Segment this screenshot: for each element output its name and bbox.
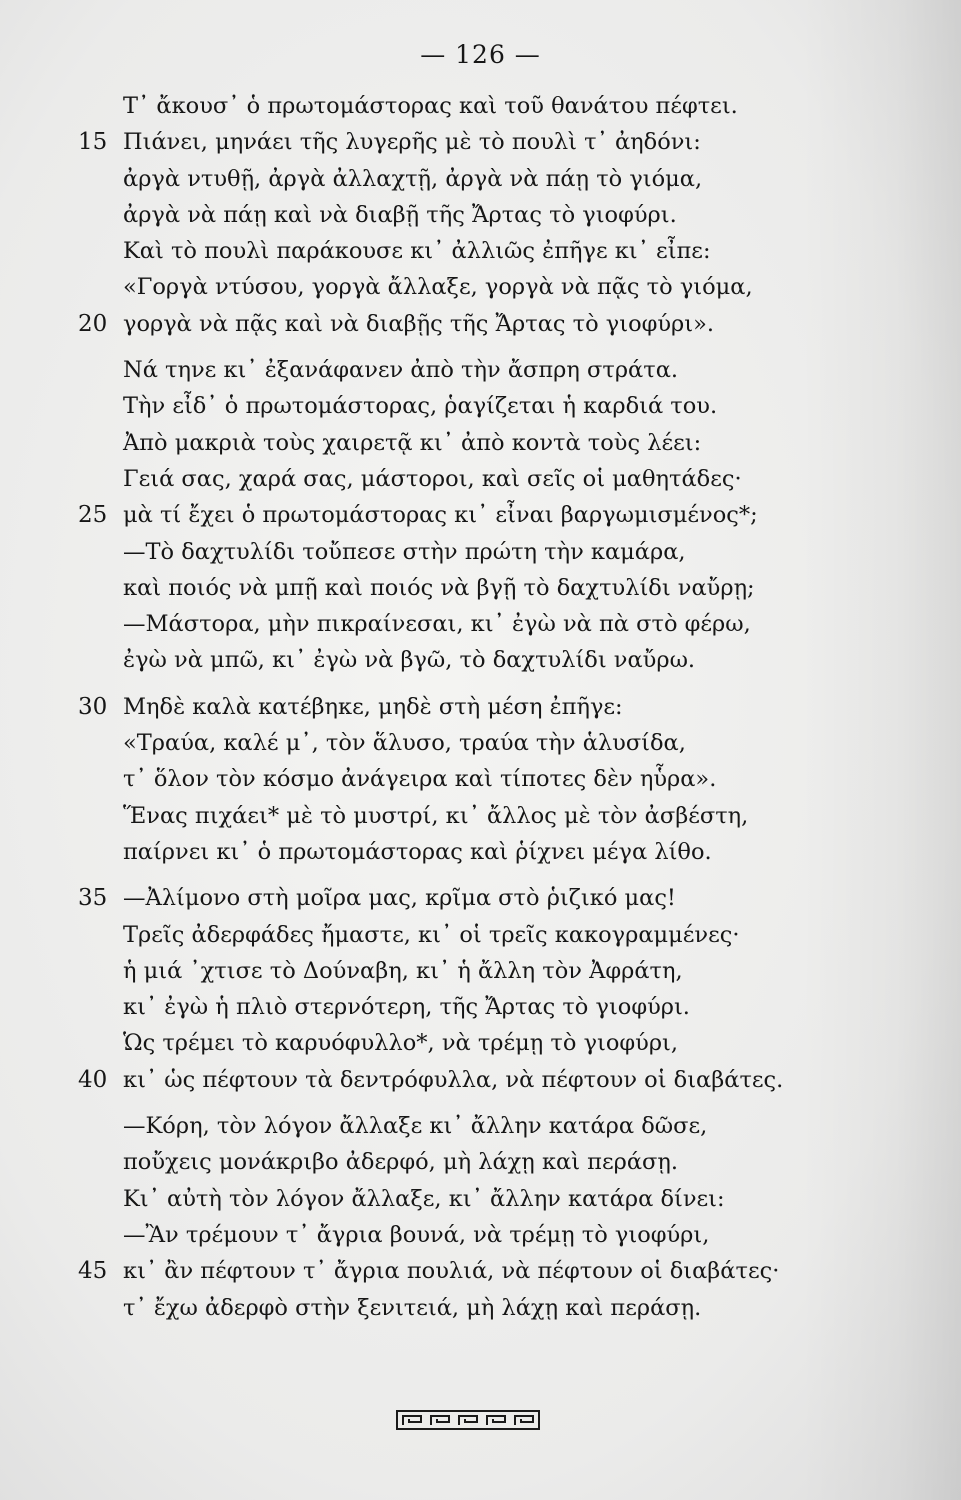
poem-line bbox=[0, 880, 961, 916]
page-number: — 126 — bbox=[420, 40, 541, 69]
poem-line bbox=[0, 461, 961, 497]
line-text: Ἀπὸ μακριὰ τοὺς χαιρετᾷ κι᾽ ἀπὸ κοντὰ τοὺς λέει: bbox=[123, 429, 702, 456]
poem-line bbox=[0, 306, 961, 342]
line-text: Τρεῖς ἀδερφάδες ἤμαστε, κι᾽ οἱ τρεῖς κακογραμμένες· bbox=[123, 921, 740, 948]
line-text: Τὴν εἶδ᾽ ὁ πρωτομάστορας, ῥαγίζεται ἡ καρδιά του. bbox=[123, 393, 718, 420]
poem-line bbox=[0, 989, 961, 1025]
line-text: Πιάνει, μηνάει τῆς λυγερῆς μὲ τὸ πουλὶ τ᾽ ἀηδόνι: bbox=[123, 129, 701, 156]
line-text: —Κόρη, τὸν λόγον ἄλλαξε κι᾽ ἄλλην κατάρα δῶσε, bbox=[123, 1113, 708, 1140]
poem-line bbox=[0, 642, 961, 678]
line-text: Νά τηνε κι᾽ ἐξανάφανεν ἀπὸ τὴν ἄσπρη στράτα. bbox=[123, 357, 679, 384]
line-text: Κι᾽ αὐτὴ τὸν λόγον ἄλλαξε, κι᾽ ἄλλην κατάρα δίνει: bbox=[123, 1185, 725, 1212]
poem-line bbox=[0, 161, 961, 197]
line-text: ἀργὰ νὰ πάῃ καὶ νὰ διαβῇ τῆς Ἄρτας τὸ γιοφύρι. bbox=[123, 201, 677, 228]
poem-line bbox=[0, 1025, 961, 1061]
line-text: τ᾽ ἔχω ἀδερφὸ στὴν ξενιτειά, μὴ λάχῃ καὶ περάσῃ. bbox=[123, 1294, 702, 1321]
line-text: τ᾽ ὅλον τὸν κόσμο ἀνάγειρα καὶ τίποτες δὲν ηὗρα». bbox=[123, 766, 717, 793]
line-text: Μηδὲ καλὰ κατέβηκε, μηδὲ στὴ μέση ἐπῆγε: bbox=[123, 693, 623, 720]
line-text: —Τὸ δαχτυλίδι τοὔπεσε στὴν πρώτη τὴν καμάρα, bbox=[123, 538, 686, 565]
line-text: παίρνει κι᾽ ὁ πρωτομάστορας καὶ ῥίχνει μέγα λίθο. bbox=[123, 838, 712, 865]
line-text: —Ἂν τρέμουν τ᾽ ἄγρια βουνά, νὰ τρέμῃ τὸ γιοφύρι, bbox=[123, 1221, 710, 1248]
poem-line bbox=[0, 917, 961, 953]
end-ornament bbox=[395, 1408, 541, 1432]
poem-line bbox=[0, 834, 961, 870]
poem-line bbox=[0, 761, 961, 797]
poem-line bbox=[0, 1181, 961, 1217]
poem-line bbox=[0, 725, 961, 761]
poem-line bbox=[0, 233, 961, 269]
line-number: 40 bbox=[78, 1066, 108, 1093]
poem-line bbox=[0, 570, 961, 606]
line-text: Τ᾽ ἄκουσ᾽ ὁ πρωτομάστορας καὶ τοῦ θανάτου πέφτει. bbox=[123, 93, 738, 119]
line-text: κι᾽ ὡς πέφτουν τὰ δεντρόφυλλα, νὰ πέφτουν οἱ διαβάτες. bbox=[123, 1066, 784, 1093]
poem-line bbox=[0, 197, 961, 233]
poem-line bbox=[0, 606, 961, 642]
line-number: 35 bbox=[78, 885, 108, 912]
poem-line bbox=[0, 798, 961, 834]
poem-line bbox=[0, 953, 961, 989]
line-number: 20 bbox=[78, 310, 108, 337]
poem-line bbox=[0, 88, 961, 124]
line-text: «Γοργὰ ντύσου, γοργὰ ἄλλαξε, γοργὰ νὰ πᾷς τὸ γιόμα, bbox=[123, 274, 753, 301]
poem-line bbox=[0, 1144, 961, 1180]
line-number: 45 bbox=[78, 1258, 108, 1285]
poem-line bbox=[0, 352, 961, 388]
poem-line bbox=[0, 1253, 961, 1289]
poem-line bbox=[0, 124, 961, 160]
line-text: Ὡς τρέμει τὸ καρυόφυλλο*, νὰ τρέμῃ τὸ γιοφύρι, bbox=[123, 1030, 679, 1057]
poem-line bbox=[0, 534, 961, 570]
poem-line bbox=[0, 269, 961, 305]
line-text: —Ἀλίμονο στὴ μοῖρα μας, κρῖμα στὸ ῥιζικό μας! bbox=[123, 885, 676, 912]
poem-line bbox=[0, 1290, 961, 1326]
line-text: γοργὰ νὰ πᾷς καὶ νὰ διαβῇς τῆς Ἄρτας τὸ γιοφύρι». bbox=[123, 310, 715, 337]
poem-line bbox=[0, 497, 961, 533]
poem-line bbox=[0, 1062, 961, 1098]
poem-line bbox=[0, 1108, 961, 1144]
line-text: κι᾽ ἐγὼ ἡ πλιὸ στερνότερη, τῆς Ἄρτας τὸ γιοφύρι. bbox=[123, 994, 690, 1021]
line-number: 15 bbox=[78, 129, 108, 156]
poem-body bbox=[0, 88, 961, 1326]
line-text: κι᾽ ἂν πέφτουν τ᾽ ἄγρια πουλιά, νὰ πέφτουν οἱ διαβάτες· bbox=[123, 1258, 780, 1285]
line-text: Καὶ τὸ πουλὶ παράκουσε κι᾽ ἀλλιῶς ἐπῆγε κι᾽ εἶπε: bbox=[123, 238, 711, 265]
line-text: —Μάστορα, μὴν πικραίνεσαι, κι᾽ ἐγὼ νὰ πὰ στὸ φέρω, bbox=[123, 611, 751, 638]
line-text: ποὔχεις μονάκριβο ἀδερφό, μὴ λάχῃ καὶ περάσῃ. bbox=[123, 1149, 679, 1176]
poem-line bbox=[0, 388, 961, 424]
line-text: ἐγὼ νὰ μπῶ, κι᾽ ἐγὼ νὰ βγῶ, τὸ δαχτυλίδι ναὔρω. bbox=[123, 647, 696, 674]
line-text: ἡ μιά ᾽χτισε τὸ Δούναβη, κι᾽ ἡ ἄλλη τὸν Ἀφράτη, bbox=[123, 957, 683, 984]
line-text: καὶ ποιός νὰ μπῇ καὶ ποιός νὰ βγῇ τὸ δαχτυλίδι ναὔρῃ; bbox=[123, 574, 755, 601]
line-number: 25 bbox=[78, 502, 108, 529]
poem-line bbox=[0, 1217, 961, 1253]
line-text: μὰ τί ἔχει ὁ πρωτομάστορας κι᾽ εἶναι βαργωμισμένος*; bbox=[123, 502, 758, 529]
line-text: ἀργὰ ντυθῇ, ἀργὰ ἀλλαχτῇ, ἀργὰ νὰ πάῃ τὸ γιόμα, bbox=[123, 165, 703, 192]
poem-line bbox=[0, 425, 961, 461]
line-number: 30 bbox=[78, 693, 108, 720]
line-text: Γειά σας, χαρά σας, μάστοροι, καὶ σεῖς οἱ μαθητάδες· bbox=[123, 465, 742, 492]
line-text: Ἕνας πιχάει* μὲ τὸ μυστρί, κι᾽ ἄλλος μὲ τὸν ἀσβέστη, bbox=[123, 802, 749, 829]
poem-line bbox=[0, 689, 961, 725]
line-text: «Τραύα, καλέ μ᾽, τὸν ἅλυσο, τραύα τὴν ἁλυσίδα, bbox=[123, 730, 686, 757]
